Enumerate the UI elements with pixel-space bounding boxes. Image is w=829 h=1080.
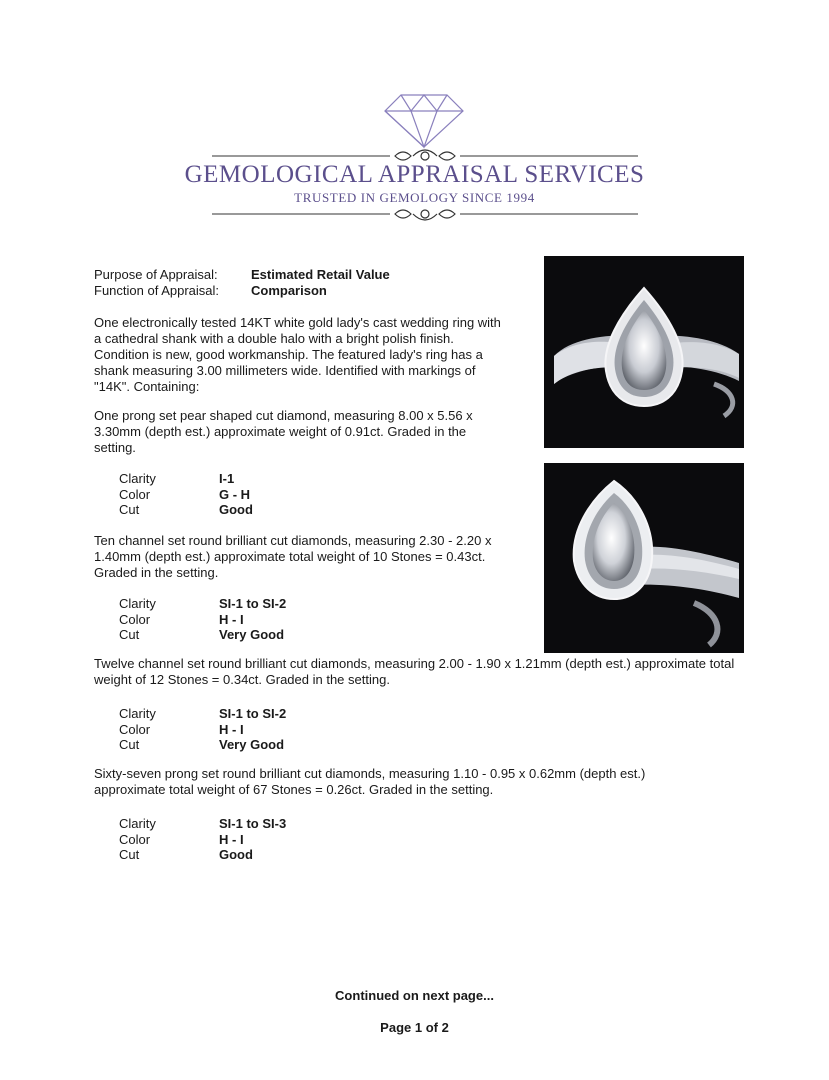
stone-4-clarity-label: Clarity <box>119 816 156 831</box>
stone-1-cut-value: Good <box>219 502 253 517</box>
stone-3-color-label: Color <box>119 722 151 737</box>
stone-2-cut-value: Very Good <box>219 627 285 642</box>
purpose-label: Purpose of Appraisal: <box>94 267 218 282</box>
function-label: Function of Appraisal: <box>94 283 220 298</box>
stone-1-color-label: Color <box>119 487 151 502</box>
bottom-rule-ornament <box>210 204 640 224</box>
stone-2-clarity-value: SI-1 to SI-2 <box>219 596 287 611</box>
function-value: Comparison <box>251 283 327 298</box>
stone-3-cut-value: Very Good <box>219 737 285 752</box>
stone-3-clarity-value: SI-1 to SI-2 <box>219 706 287 721</box>
stone-2-clarity-label: Clarity <box>119 596 156 611</box>
stone-4-color-label: Color <box>119 832 151 847</box>
purpose-value: Estimated Retail Value <box>251 267 390 282</box>
stone-2-cut-label: Cut <box>119 627 140 642</box>
company-name: GEMOLOGICAL APPRAISAL SERVICES <box>184 161 645 188</box>
stone-1-clarity-label: Clarity <box>119 471 156 486</box>
stone-4-cut-label: Cut <box>119 847 140 862</box>
stone-1-cut-label: Cut <box>119 502 140 517</box>
stone-4-clarity-value: SI-1 to SI-3 <box>219 816 287 831</box>
ring-photo-front <box>544 256 744 448</box>
stone-3-clarity-label: Clarity <box>119 706 156 721</box>
stone-3-description: Twelve channel set round brilliant cut diamonds, measuring 2.00 - 1.90 x 1.21mm (depth est.) approximate total weight of 12 Stones = 0.34ct. Graded in the setting. <box>94 656 735 687</box>
stone-1-color-value: G - H <box>219 487 251 502</box>
stone-4-cut-value: Good <box>219 847 253 862</box>
ring-photo-angled <box>544 463 744 653</box>
stone-1-description: One prong set pear shaped cut diamond, measuring 8.00 x 5.56 x 3.30mm (depth est.) approximate weight of 0.91ct. Graded in the setting. <box>94 408 473 455</box>
stone-3-cut-label: Cut <box>119 737 140 752</box>
stone-2-color-value: H - I <box>219 612 244 627</box>
page-number: Page 1 of 2 <box>380 1020 449 1035</box>
stone-4-description: Sixty-seven prong set round brilliant cut diamonds, measuring 1.10 - 0.95 x 0.62mm (depth est.) approximate total weight of 67 Stones = 0.26ct. Graded in the setting. <box>94 766 646 797</box>
stone-4-color-value: H - I <box>219 832 244 847</box>
continued-note: Continued on next page... <box>335 988 494 1003</box>
stone-1-clarity-value: I-1 <box>219 471 235 486</box>
ring-description: One electronically tested 14KT white gold lady's cast wedding ring with a cathedral shank with a double halo with a bright polish finish. Condition is new, good workmanship. The featured lady's ring has a shank measuring 3.00 millimeters wide. Identified with markings of "14K". Containing: <box>94 315 501 394</box>
stone-2-color-label: Color <box>119 612 151 627</box>
diamond-logo-icon <box>383 93 465 149</box>
company-tagline: TRUSTED IN GEMOLOGY SINCE 1994 <box>294 190 535 205</box>
stone-2-description: Ten channel set round brilliant cut diamonds, measuring 2.30 - 2.20 x 1.40mm (depth est.) approximate total weight of 10 Stones = 0.43ct. Graded in the setting. <box>94 533 492 580</box>
stone-3-color-value: H - I <box>219 722 244 737</box>
